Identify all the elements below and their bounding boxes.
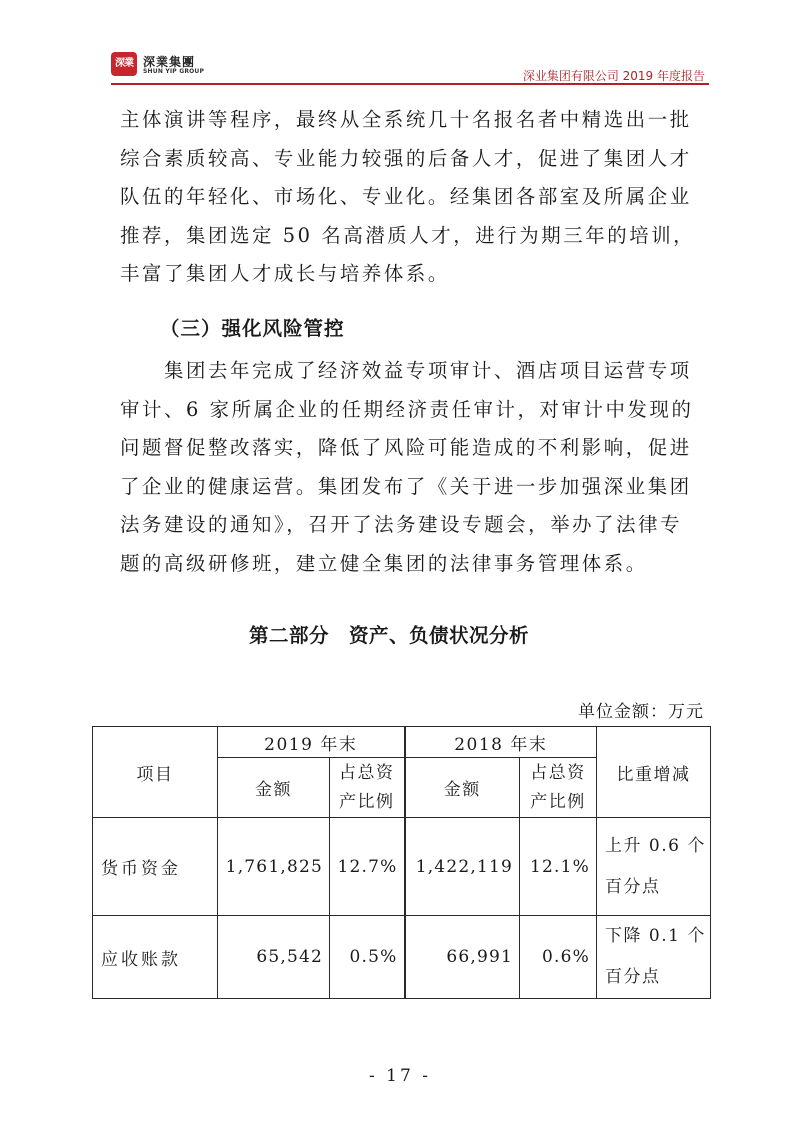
text-line: 法务建设的通知》，召开了法务建设专题会，举办了法律专 — [120, 513, 683, 536]
text-line: 集团去年完成了经济效益专项审计、酒店项目运营专项 — [164, 359, 692, 382]
header-2019: 2019 年末 — [218, 727, 405, 758]
cell-amount-2018: 1,422,119 — [405, 818, 520, 916]
company-logo-english: SHUN YIP GROUP — [143, 68, 205, 75]
cell-ratio-2018: 0.6% — [520, 916, 597, 999]
paragraph-talent — [120, 101, 706, 294]
text-line: 综合素质较高、专业能力较强的后备人才，促进了集团人才 — [120, 146, 692, 170]
change-line2: 百分点 — [605, 876, 661, 897]
cell-change — [597, 818, 711, 916]
page-header — [111, 52, 709, 84]
asset-table — [92, 726, 711, 999]
header-ratio-line1: 占总资 — [530, 762, 586, 783]
change-line1: 下降 0.1 个 — [605, 926, 706, 946]
text-line: 题的高级研修班，建立健全集团的法律事务管理体系。 — [120, 551, 648, 575]
header-amount-2018: 金额 — [405, 758, 520, 818]
table-row — [93, 916, 711, 999]
cell-amount-2019: 65,542 — [218, 916, 330, 999]
header-ratio-line2: 产比例 — [339, 791, 395, 812]
header-ratio-2019 — [330, 758, 405, 818]
text-line: 审计、6 家所属企业的任期经济责任审计，对审计中发现的 — [120, 397, 694, 421]
cell-amount-2018: 66,991 — [405, 916, 520, 999]
cell-ratio-2018: 12.1% — [520, 818, 597, 916]
text-line: 丰富了集团人才成长与培养体系。 — [120, 262, 450, 285]
header-ratio-2018 — [520, 758, 597, 818]
header-ratio-line1: 占总资 — [339, 762, 395, 783]
table-header-row — [93, 727, 711, 758]
report-title: 深业集团有限公司 2019 年度报告 — [522, 69, 705, 83]
cell-amount-2019: 1,761,825 — [218, 818, 330, 916]
header-change: 比重增减 — [597, 727, 711, 818]
page-number: - 17 - — [369, 1066, 431, 1086]
text-line: 了企业的健康运营。集团发布了《关于进一步加强深业集团 — [120, 474, 692, 498]
header-amount-2019: 金额 — [218, 758, 330, 818]
company-logo-mark: 深業 — [111, 52, 137, 76]
change-line1: 上升 0.6 个 — [605, 835, 706, 856]
header-ratio-line2: 产比例 — [530, 791, 586, 812]
text-line: 主体演讲等程序，最终从全系统几十名报名者中精选出一批 — [120, 108, 692, 131]
header-divider — [111, 83, 709, 85]
table-row — [93, 818, 711, 916]
company-logo-chinese: 深業集團 — [143, 55, 196, 69]
text-line: 推荐，集团选定 50 名高潜质人才，进行为期三年的培训， — [120, 223, 696, 247]
cell-change — [597, 916, 711, 999]
cell-item: 货币资金 — [93, 818, 218, 916]
text-line: 问题督促整改落实，降低了风险可能造成的不利影响，促进 — [120, 436, 692, 459]
section-heading-risk-control: （三）强化风险管控 — [160, 317, 345, 340]
cell-ratio-2019: 12.7% — [330, 818, 405, 916]
header-item: 项目 — [93, 727, 218, 818]
text-line: 队伍的年轻化、市场化、专业化。经集团各部室及所属企业 — [120, 185, 692, 208]
cell-ratio-2019: 0.5% — [330, 916, 405, 999]
unit-note: 单位金额：万元 — [578, 702, 704, 722]
change-line2: 百分点 — [605, 967, 661, 987]
header-2018: 2018 年末 — [405, 727, 597, 758]
part-title: 第二部分 资产、负债状况分析 — [249, 624, 530, 647]
cell-item: 应收账款 — [93, 916, 218, 999]
paragraph-risk-control — [120, 352, 706, 583]
